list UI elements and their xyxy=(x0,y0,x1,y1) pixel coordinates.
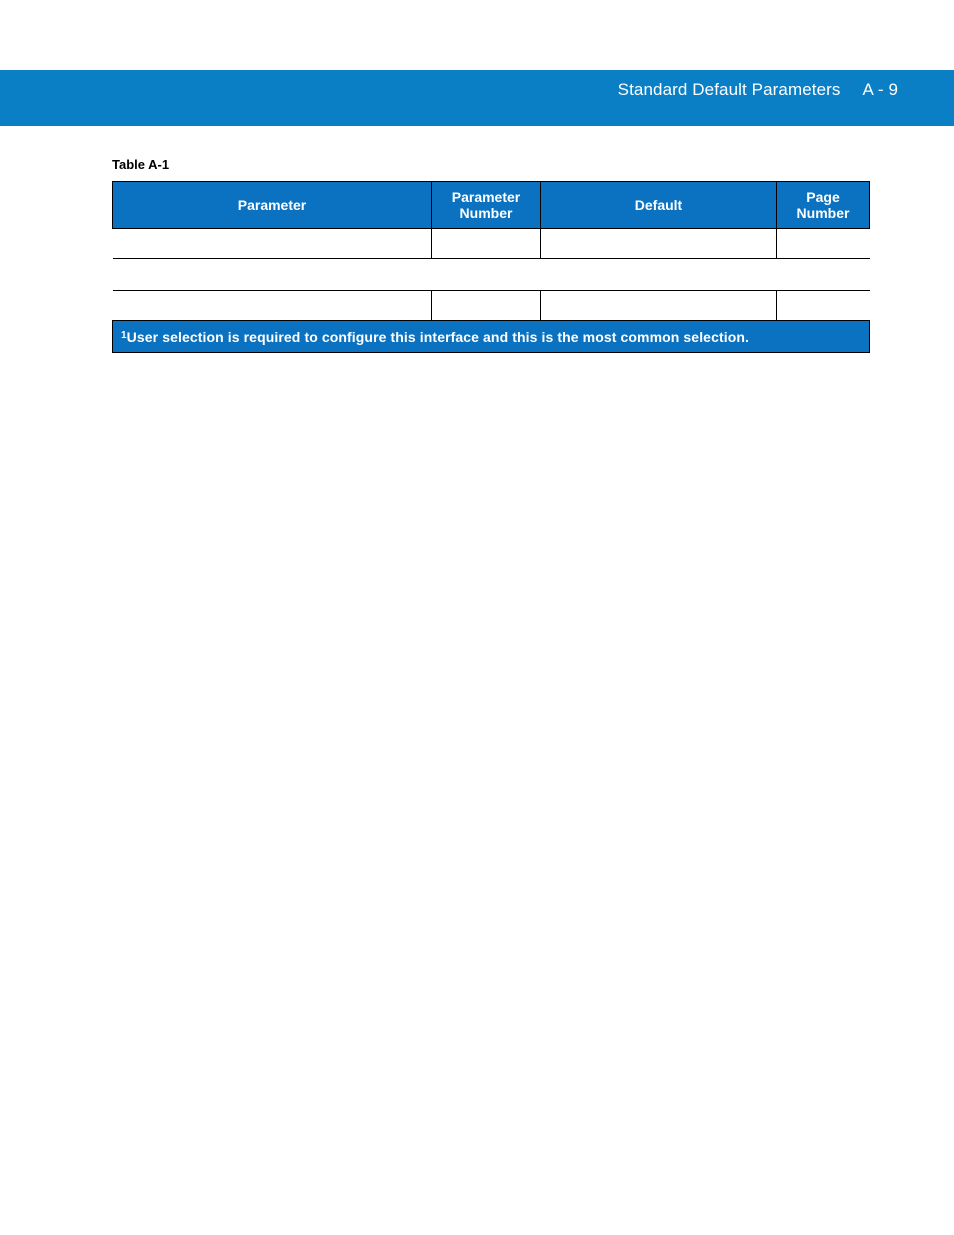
table-cell xyxy=(541,291,777,321)
table-cell xyxy=(113,259,870,291)
table-caption: Table A-1 xyxy=(112,157,170,172)
table-cell xyxy=(432,291,541,321)
footnote-marker: 1 xyxy=(121,329,127,341)
table-cell xyxy=(541,229,777,259)
table-row xyxy=(113,291,870,321)
table-cell xyxy=(777,291,870,321)
running-header xyxy=(618,80,898,100)
section-title: Standard Default Parameters xyxy=(617,80,841,99)
table-footnote xyxy=(113,321,870,353)
table-cell xyxy=(432,229,541,259)
column-header-page-number: Page Number xyxy=(777,182,870,229)
footnote-text: User selection is required to configure this interface and this is the most common selection. xyxy=(126,328,749,345)
table-cell xyxy=(777,229,870,259)
page-header-band xyxy=(0,70,954,126)
table-footnote-row xyxy=(113,321,870,353)
column-header-parameter: Parameter xyxy=(113,182,432,229)
page-number: A - 9 xyxy=(862,80,898,99)
table-cell xyxy=(113,291,432,321)
table-row xyxy=(113,229,870,259)
table-header-row xyxy=(113,182,870,229)
table-cell xyxy=(113,229,432,259)
table-section-row xyxy=(113,259,870,291)
column-header-default: Default xyxy=(541,182,777,229)
column-header-parameter-number: Parameter Number xyxy=(432,182,541,229)
default-parameters-table xyxy=(112,181,870,353)
